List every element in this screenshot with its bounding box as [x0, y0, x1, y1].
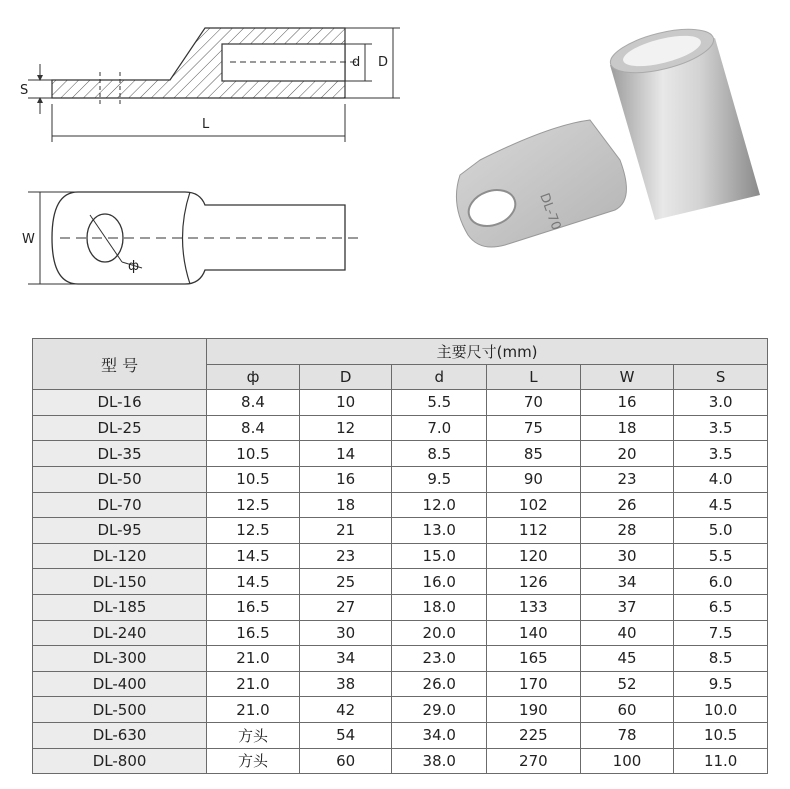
value-cell: 12 [299, 415, 392, 441]
value-cell: 20.0 [392, 620, 487, 646]
value-cell: 10.0 [674, 697, 768, 723]
table-row [33, 518, 768, 544]
col-header: ф [207, 364, 300, 390]
value-cell: 85 [487, 441, 581, 467]
value-cell: 45 [580, 646, 674, 672]
value-cell: 12.5 [207, 492, 300, 518]
value-cell: 7.0 [392, 415, 487, 441]
value-cell: 4.0 [674, 466, 768, 492]
table-row [33, 543, 768, 569]
value-cell: 225 [487, 722, 581, 748]
value-cell: 8.5 [674, 646, 768, 672]
value-cell: 方头 [207, 722, 300, 748]
table-row [33, 569, 768, 595]
col-header: d [392, 364, 487, 390]
value-cell: 10.5 [207, 441, 300, 467]
value-cell: 120 [487, 543, 581, 569]
value-cell: 78 [580, 722, 674, 748]
value-cell: 方头 [207, 748, 300, 774]
value-cell: 34 [299, 646, 392, 672]
value-cell: 52 [580, 671, 674, 697]
model-cell: DL-16 [33, 390, 207, 416]
table-row [33, 594, 768, 620]
value-cell: 3.5 [674, 415, 768, 441]
dim-label-W: W [22, 232, 35, 247]
model-cell: DL-300 [33, 646, 207, 672]
value-cell: 30 [299, 620, 392, 646]
value-cell: 10 [299, 390, 392, 416]
value-cell: 8.5 [392, 441, 487, 467]
value-cell: 7.5 [674, 620, 768, 646]
value-cell: 100 [580, 748, 674, 774]
value-cell: 11.0 [674, 748, 768, 774]
value-cell: 5.5 [674, 543, 768, 569]
dim-label-L: L [202, 117, 210, 132]
value-cell: 38 [299, 671, 392, 697]
value-cell: 10.5 [674, 722, 768, 748]
value-cell: 27 [299, 594, 392, 620]
product-stamp: DL-70 [536, 191, 564, 233]
value-cell: 60 [299, 748, 392, 774]
value-cell: 23.0 [392, 646, 487, 672]
value-cell: 4.5 [674, 492, 768, 518]
value-cell: 140 [487, 620, 581, 646]
value-cell: 90 [487, 466, 581, 492]
model-cell: DL-120 [33, 543, 207, 569]
value-cell: 42 [299, 697, 392, 723]
col-header: S [674, 364, 768, 390]
value-cell: 270 [487, 748, 581, 774]
dim-label-phi: ф [128, 259, 140, 274]
value-cell: 40 [580, 620, 674, 646]
value-cell: 14 [299, 441, 392, 467]
col-header: W [580, 364, 674, 390]
value-cell: 102 [487, 492, 581, 518]
value-cell: 14.5 [207, 543, 300, 569]
value-cell: 6.0 [674, 569, 768, 595]
value-cell: 16 [299, 466, 392, 492]
value-cell: 8.4 [207, 390, 300, 416]
value-cell: 8.4 [207, 415, 300, 441]
spec-table [32, 338, 768, 774]
model-cell: DL-185 [33, 594, 207, 620]
value-cell: 38.0 [392, 748, 487, 774]
value-cell: 190 [487, 697, 581, 723]
value-cell: 16.5 [207, 620, 300, 646]
model-cell: DL-400 [33, 671, 207, 697]
value-cell: 37 [580, 594, 674, 620]
value-cell: 133 [487, 594, 581, 620]
table-row [33, 492, 768, 518]
value-cell: 170 [487, 671, 581, 697]
value-cell: 23 [580, 466, 674, 492]
value-cell: 29.0 [392, 697, 487, 723]
value-cell: 75 [487, 415, 581, 441]
value-cell: 5.5 [392, 390, 487, 416]
dim-label-S: S [20, 83, 29, 98]
table-row [33, 620, 768, 646]
model-cell: DL-500 [33, 697, 207, 723]
value-cell: 25 [299, 569, 392, 595]
value-cell: 13.0 [392, 518, 487, 544]
model-cell: DL-800 [33, 748, 207, 774]
value-cell: 165 [487, 646, 581, 672]
value-cell: 28 [580, 518, 674, 544]
value-cell: 30 [580, 543, 674, 569]
value-cell: 16 [580, 390, 674, 416]
value-cell: 10.5 [207, 466, 300, 492]
value-cell: 18 [299, 492, 392, 518]
model-cell: DL-70 [33, 492, 207, 518]
top-view [22, 192, 360, 284]
model-column-header: 型 号 [33, 339, 207, 390]
value-cell: 9.5 [392, 466, 487, 492]
table-row [33, 390, 768, 416]
value-cell: 16.0 [392, 569, 487, 595]
value-cell: 34 [580, 569, 674, 595]
value-cell: 54 [299, 722, 392, 748]
value-cell: 21.0 [207, 671, 300, 697]
model-cell: DL-50 [33, 466, 207, 492]
value-cell: 21.0 [207, 697, 300, 723]
model-cell: DL-150 [33, 569, 207, 595]
value-cell: 18 [580, 415, 674, 441]
table-row [33, 722, 768, 748]
side-section-view [20, 28, 400, 142]
table-row [33, 646, 768, 672]
table-row [33, 748, 768, 774]
model-cell: DL-240 [33, 620, 207, 646]
model-cell: DL-95 [33, 518, 207, 544]
model-cell: DL-35 [33, 441, 207, 467]
value-cell: 6.5 [674, 594, 768, 620]
value-cell: 126 [487, 569, 581, 595]
value-cell: 16.5 [207, 594, 300, 620]
value-cell: 26.0 [392, 671, 487, 697]
table-row [33, 697, 768, 723]
model-cell: DL-630 [33, 722, 207, 748]
value-cell: 21.0 [207, 646, 300, 672]
product-photo [420, 20, 780, 270]
col-header: L [487, 364, 581, 390]
technical-drawings [0, 0, 420, 300]
dim-label-D: D [378, 55, 389, 70]
table-header-row [33, 339, 768, 365]
value-cell: 34.0 [392, 722, 487, 748]
table-row [33, 671, 768, 697]
value-cell: 3.0 [674, 390, 768, 416]
value-cell: 9.5 [674, 671, 768, 697]
value-cell: 5.0 [674, 518, 768, 544]
value-cell: 3.5 [674, 441, 768, 467]
value-cell: 12.0 [392, 492, 487, 518]
value-cell: 23 [299, 543, 392, 569]
model-cell: DL-25 [33, 415, 207, 441]
value-cell: 14.5 [207, 569, 300, 595]
table-row [33, 441, 768, 467]
table-row [33, 415, 768, 441]
col-header: D [299, 364, 392, 390]
value-cell: 20 [580, 441, 674, 467]
value-cell: 15.0 [392, 543, 487, 569]
dim-label-d: d [352, 55, 361, 70]
value-cell: 60 [580, 697, 674, 723]
group-header: 主要尺寸(mm) [207, 339, 768, 365]
value-cell: 12.5 [207, 518, 300, 544]
value-cell: 112 [487, 518, 581, 544]
value-cell: 21 [299, 518, 392, 544]
value-cell: 18.0 [392, 594, 487, 620]
value-cell: 70 [487, 390, 581, 416]
table-row [33, 466, 768, 492]
value-cell: 26 [580, 492, 674, 518]
